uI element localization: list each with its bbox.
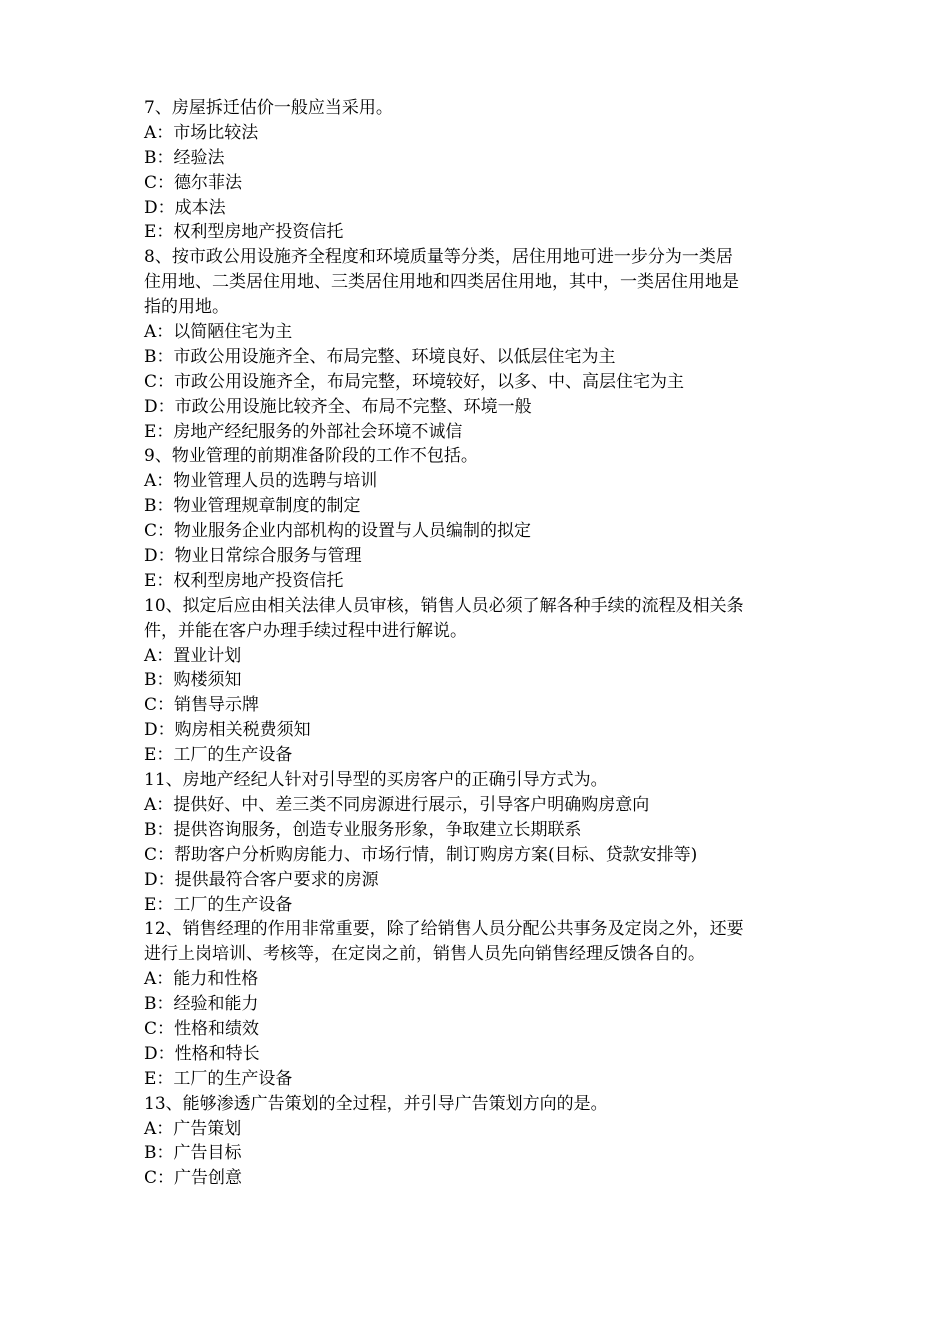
question-7-stem: 7、房屋拆迁估价一般应当采用。 xyxy=(144,98,393,118)
question-7-option-c: C：德尔菲法 xyxy=(144,172,243,193)
question-11-option-b: B：提供咨询服务，创造专业服务形象，争取建立长期联系 xyxy=(144,819,582,840)
question-12-option-c: C：性格和绩效 xyxy=(144,1018,260,1039)
question-8-stem-line-2: 住用地、二类居住用地、三类居住用地和四类居住用地，其中，一类居住用地是 xyxy=(144,272,739,293)
question-11-stem: 11、房地产经纪人针对引导型的买房客户的正确引导方式为。 xyxy=(144,770,608,791)
question-10-stem-line-2: 件，并能在客户办理手续过程中进行解说。 xyxy=(144,620,467,641)
question-9-stem: 9、物业管理的前期准备阶段的工作不包括。 xyxy=(144,446,478,467)
question-9-option-a: A：物业管理人员的选聘与培训 xyxy=(144,471,378,492)
question-11-option-d: D：提供最符合客户要求的房源 xyxy=(144,869,379,890)
question-8-option-e: E：房地产经纪服务的外部社会环境不诚信 xyxy=(144,421,463,442)
question-8-option-d: D：市政公用设施比较齐全、布局不完整、环境一般 xyxy=(144,396,532,417)
question-9-option-b: B：物业管理规章制度的制定 xyxy=(144,496,361,517)
question-8-option-b: B：市政公用设施齐全、布局完整、环境良好、以低层住宅为主 xyxy=(144,346,616,367)
question-7-option-d: D：成本法 xyxy=(144,197,226,218)
question-9-option-d: D：物业日常综合服务与管理 xyxy=(144,546,362,567)
question-10-option-d: D：购房相关税费须知 xyxy=(144,720,311,741)
question-13-option-a: A：广告策划 xyxy=(144,1118,242,1139)
question-8-stem-line-3: 指的用地。 xyxy=(144,297,229,318)
question-12-option-a: A：能力和性格 xyxy=(144,969,259,990)
question-9-option-c: C：物业服务企业内部机构的设置与人员编制的拟定 xyxy=(144,521,532,542)
question-7-option-b: B：经验法 xyxy=(144,147,225,168)
question-13-option-b: B：广告目标 xyxy=(144,1143,242,1164)
question-10-option-b: B：购楼须知 xyxy=(144,670,242,691)
question-8-option-a: A：以简陋住宅为主 xyxy=(144,322,293,343)
question-10-stem-line-1: 10、拟定后应由相关法律人员审核，销售人员必须了解各种手续的流程及相关条 xyxy=(144,595,744,616)
question-7-option-e: E：权利型房地产投资信托 xyxy=(144,222,344,243)
question-8-stem-line-1: 8、按市政公用设施齐全程度和环境质量等分类，居住用地可进一步分为一类居 xyxy=(144,247,733,268)
question-12-option-b: B：经验和能力 xyxy=(144,994,259,1015)
question-10-option-c: C：销售导示牌 xyxy=(144,695,260,716)
question-7-option-a: A：市场比较法 xyxy=(144,122,259,143)
question-12-stem-line-1: 12、销售经理的作用非常重要，除了给销售人员分配公共事务及定岗之外，还要 xyxy=(144,919,744,940)
question-12-option-d: D：性格和特长 xyxy=(144,1043,260,1064)
question-8-option-c: C：市政公用设施齐全，布局完整，环境较好，以多、中、高层住宅为主 xyxy=(144,371,685,392)
question-10-option-a: A：置业计划 xyxy=(144,645,242,666)
question-9-option-e: E：权利型房地产投资信托 xyxy=(144,570,344,591)
question-12-option-e: E：工厂的生产设备 xyxy=(144,1068,293,1089)
question-10-option-e: E：工厂的生产设备 xyxy=(144,745,293,766)
question-13-option-c: C：广告创意 xyxy=(144,1168,243,1189)
question-12-stem-line-2: 进行上岗培训、考核等，在定岗之前，销售人员先向销售经理反馈各自的。 xyxy=(144,944,705,965)
document-page xyxy=(144,96,814,1191)
question-13-stem: 13、能够渗透广告策划的全过程，并引导广告策划方向的是。 xyxy=(144,1093,608,1114)
question-11-option-a: A：提供好、中、差三类不同房源进行展示，引导客户明确购房意向 xyxy=(144,794,650,815)
question-11-option-e: E：工厂的生产设备 xyxy=(144,894,293,915)
question-11-option-c: C：帮助客户分析购房能力、市场行情，制订购房方案(目标、贷款安排等) xyxy=(144,844,698,865)
